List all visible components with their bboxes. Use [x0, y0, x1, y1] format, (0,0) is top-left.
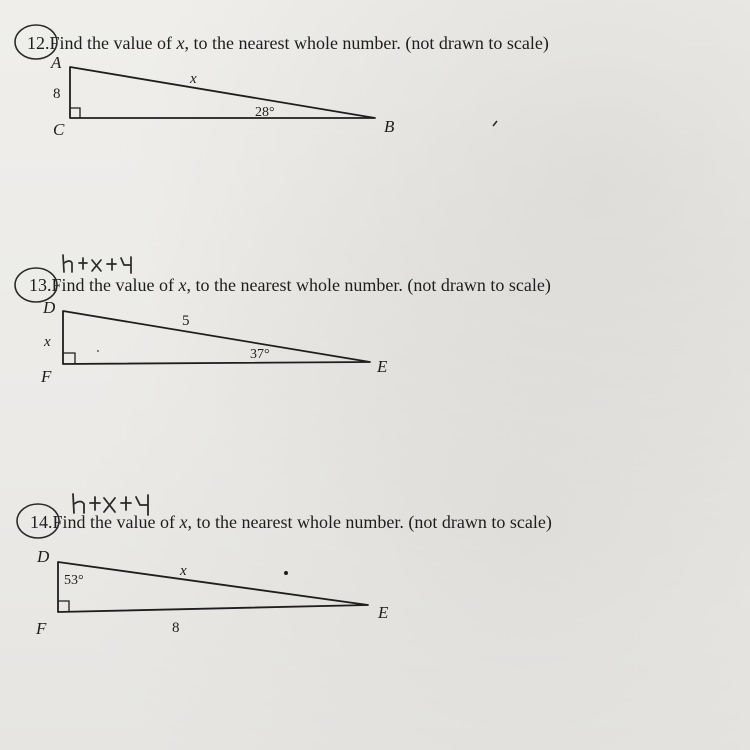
problem-13-text-after: , to the nearest whole number. (not drawn to scale): [186, 275, 551, 295]
vertex-b: B: [384, 117, 395, 136]
vertex-d-13: D: [43, 298, 56, 317]
vertex-a: A: [51, 53, 62, 72]
triangle-abc: [50, 53, 395, 139]
stray-pen-mark: [493, 121, 497, 126]
problem-12-number: 12.: [27, 33, 50, 53]
problem-12-var: x: [176, 33, 185, 53]
side-de-label-14: x: [180, 563, 187, 579]
problem-12-text-before: Find the value of: [49, 33, 177, 53]
vertex-d-14: D: [37, 547, 50, 566]
side-df-label-13: x: [44, 334, 51, 350]
right-angle-mark-c: [70, 108, 80, 118]
problem-14-text-before: Find the value of: [52, 512, 180, 532]
problem-13-number: 13.: [29, 275, 52, 295]
side-ac-label: 8: [53, 86, 61, 102]
triangle-dfe-14: [35, 547, 389, 638]
problem-13-var: x: [178, 275, 187, 295]
handwritten-note-14: [73, 494, 148, 515]
vertex-f-14: F: [36, 619, 47, 638]
problem-14-circle: [17, 504, 59, 538]
problem-13-circle: [15, 268, 57, 302]
vertex-e-13: E: [377, 357, 388, 376]
right-angle-mark-f-13: [63, 353, 75, 364]
vertex-e-14: E: [378, 603, 389, 622]
side-ab-label: x: [190, 71, 197, 87]
side-fe-label-14: 8: [172, 620, 180, 636]
vertex-c: C: [53, 120, 65, 139]
triangle-dfe-13: [40, 298, 388, 386]
vertex-f-13: F: [41, 367, 52, 386]
angle-d-label-14: 53°: [64, 573, 84, 588]
angle-b-label: 28°: [255, 105, 275, 120]
problem-14-number: 14.: [30, 512, 53, 532]
angle-e-label-13: 37°: [250, 347, 270, 362]
problem-14-text-after: , to the nearest whole number. (not drawn to scale): [187, 512, 552, 532]
problem-13-text-before: Find the value of: [51, 275, 179, 295]
side-de-label-13: 5: [182, 313, 190, 329]
handwritten-note-13: [63, 255, 131, 273]
problem-14-var: x: [179, 512, 188, 532]
problem-12-text-after: , to the nearest whole number. (not drawn to scale): [184, 33, 549, 53]
right-angle-mark-f-14: [58, 601, 69, 612]
